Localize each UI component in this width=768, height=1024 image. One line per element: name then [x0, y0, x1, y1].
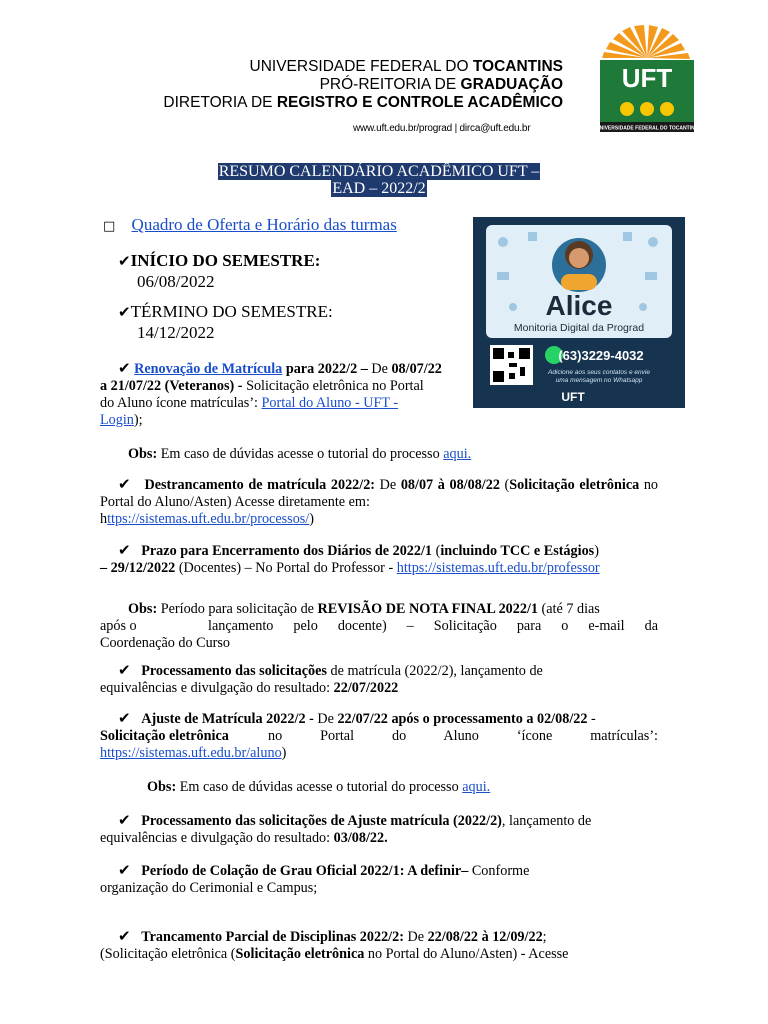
logo-caption: UNIVERSIDADE FEDERAL DO TOCANTINS	[595, 125, 699, 132]
header-line-3	[163, 93, 563, 112]
banner-graphic	[473, 217, 685, 408]
destrancamento-desc: no Portal do Aluno/Asten) Acesse diretamente em:	[100, 477, 659, 510]
destrancamento-dates: 08/07 à 08/08/22	[400, 477, 500, 493]
renovacao-close: );	[133, 412, 143, 428]
destrancamento-close: )	[309, 511, 314, 527]
check-icon: ✔	[118, 361, 131, 377]
obs-3-text: Em caso de dúvidas acesse o tutorial do processo	[176, 779, 463, 795]
colacao-item	[100, 863, 658, 897]
banner-name: Alice	[545, 290, 613, 321]
obs-2-label: Obs:	[128, 601, 158, 617]
trancamento-item	[100, 929, 658, 963]
semester-start	[118, 251, 320, 292]
processamento-ajuste-title: Processamento das solicitações de Ajuste matrícula (2022/2)	[141, 813, 502, 829]
processamento-desc-2: equivalências e divulgação do resultado:	[100, 680, 334, 696]
obs-2-t5: Coordenação do Curso	[100, 635, 231, 651]
header-university: UNIVERSIDADE FEDERAL DO	[249, 58, 473, 75]
destrancamento-title: Destrancamento de matrícula 2022/2:	[144, 477, 376, 493]
check-icon: ✔	[118, 305, 131, 321]
destrancamento-de: De	[375, 477, 401, 493]
uft-logo	[594, 24, 700, 134]
ajuste-desc: no Portal do Aluno ‘ícone matrículas’:	[268, 728, 658, 744]
header-links[interactable]: www.uft.edu.br/prograd | dirca@uft.edu.br	[353, 123, 531, 134]
portal-aluno-login-link[interactable]: Login	[100, 412, 134, 428]
obs-3-link[interactable]: aqui.	[462, 779, 491, 795]
prazo-desc: (Docentes) – No Portal do Professor -	[175, 560, 397, 576]
title-line-1: RESUMO CALENDÁRIO ACADÊMICO UFT –	[218, 163, 540, 180]
destrancamento-paren: (	[499, 477, 510, 493]
header-diretoria-bold: REGISTRO E CONTROLE ACADÊMICO	[276, 94, 563, 111]
obs-2-t4: lançamento pelo docente) – Solicitação para o e-mail da	[208, 618, 658, 634]
ajuste-dash: -	[587, 711, 596, 727]
check-icon: ✔	[118, 929, 131, 945]
offer-link[interactable]: Quadro de Oferta e Horário das turmas	[131, 215, 397, 234]
renovacao-period: para 2022/2 –	[282, 361, 372, 377]
offer-row	[103, 216, 397, 235]
obs-1	[128, 446, 471, 463]
banner-note-1: Adicione aos seus contatos e envie	[548, 369, 650, 376]
processamento-item	[100, 663, 658, 697]
header-proreitoria-bold: GRADUAÇÃO	[460, 76, 563, 93]
processamento-ajuste-item	[100, 813, 658, 847]
header-proreitoria: PRÓ-REITORIA DE	[319, 76, 461, 93]
processamento-ajuste-desc-2: equivalências e divulgação do resultado:	[100, 830, 334, 846]
header-line-2	[320, 75, 563, 94]
ajuste-title: Ajuste de Matrícula 2022/2 -	[141, 711, 314, 727]
ajuste-solicitacao: Solicitação eletrônica	[100, 728, 229, 744]
check-icon: ✔	[118, 543, 131, 559]
semester-end	[118, 302, 333, 343]
prazo-tcc: incluindo TCC e Estágios	[440, 543, 595, 559]
semester-end-colon: :	[327, 302, 333, 321]
obs-2-t3: após o	[100, 618, 137, 634]
processamento-ajuste-desc: , lançamento de	[501, 813, 592, 829]
colacao-desc-2: organização do Cerimonial e Campus;	[100, 880, 318, 896]
obs-2-revisao: REVISÃO DE NOTA FINAL 2022/1	[317, 601, 538, 617]
check-icon: ✔	[118, 477, 131, 493]
renovacao-start: 08/07/22	[391, 361, 442, 377]
check-icon: ✔	[118, 863, 131, 879]
prazo-item	[100, 543, 658, 577]
ajuste-item	[100, 711, 658, 762]
check-icon: ✔	[118, 254, 131, 270]
destrancamento-eletronica: eletrônica	[579, 477, 640, 493]
trancamento-desc-2: no Portal do Aluno/Asten) - Acesse	[364, 946, 569, 962]
ajuste-close: )	[281, 745, 287, 761]
trancamento-dates: 22/08/22 à 12/09/22	[427, 929, 543, 945]
sun-rays-icon	[602, 25, 690, 59]
checkbox-bullet-icon: □	[103, 219, 116, 234]
semester-end-label: TÉRMINO DO SEMESTRE	[130, 302, 328, 321]
professor-link[interactable]: https://sistemas.uft.edu.br/professor	[396, 560, 600, 576]
header-university-bold: TOCANTINS	[472, 58, 563, 75]
ajuste-dates: 22/07/22 após o processamento a 02/08/22	[337, 711, 588, 727]
obs-2-t2: (até 7 dias	[537, 601, 600, 617]
semester-start-date: 06/08/2022	[137, 272, 215, 291]
processamento-date: 22/07/2022	[333, 680, 399, 696]
trancamento-semicolon: ;	[542, 929, 547, 945]
header-line-1	[250, 57, 564, 76]
obs-1-text: Em caso de dúvidas acesse o tutorial do processo	[157, 446, 444, 462]
alice-banner[interactable]	[473, 217, 685, 408]
processamento-ajuste-date: 03/08/22.	[333, 830, 388, 846]
logo-text: UFT	[621, 63, 673, 93]
obs-1-label: Obs:	[128, 446, 158, 462]
renovacao-link[interactable]: Renovação de Matrícula	[134, 361, 283, 377]
banner-subtitle: Monitoria Digital da Prograd	[513, 322, 645, 334]
obs-1-link[interactable]: aqui.	[443, 446, 472, 462]
prazo-paren: (	[432, 543, 441, 559]
trancamento-solicitacao: Solicitação eletrônica	[235, 946, 365, 962]
processamento-desc: de matrícula (2022/2), lançamento de	[326, 663, 543, 679]
obs-3-label: Obs:	[147, 779, 177, 795]
avatar	[552, 238, 606, 292]
semester-start-label: INÍCIO DO SEMESTRE:	[130, 251, 321, 270]
semester-end-date: 14/12/2022	[137, 323, 215, 342]
trancamento-de: De	[403, 929, 428, 945]
prazo-title: Prazo para Encerramento dos Diários de 2022/1	[141, 543, 433, 559]
colacao-desc: Conforme	[468, 863, 530, 879]
check-icon: ✔	[118, 663, 131, 679]
renovacao-item	[100, 361, 473, 429]
title-line-2: EAD – 2022/2	[332, 180, 426, 197]
destrancamento-h: h	[100, 511, 108, 527]
trancamento-title: Trancamento Parcial de Disciplinas 2022/2:	[141, 929, 404, 945]
destrancamento-item	[100, 477, 658, 528]
aluno-link[interactable]: https://sistemas.uft.edu.br/aluno	[100, 745, 282, 761]
check-icon: ✔	[118, 813, 131, 829]
obs-2	[100, 601, 658, 652]
renovacao-desc-2: do Aluno ícone matrículas’:	[100, 395, 262, 411]
renovacao-de: De	[371, 361, 392, 377]
colacao-title: Período de Colação de Grau Oficial 2022/1: A definir–	[141, 863, 469, 879]
obs-3	[147, 779, 490, 796]
stars-icon	[620, 102, 674, 116]
renovacao-end: a 21/07/22 (Veteranos) -	[100, 378, 247, 394]
trancamento-desc: (Solicitação eletrônica (	[100, 946, 236, 962]
renovacao-desc: Solicitação eletrônica no Portal	[246, 378, 424, 394]
check-icon: ✔	[118, 711, 131, 727]
ajuste-de: De	[313, 711, 338, 727]
obs-2-t1: Período para solicitação de	[157, 601, 318, 617]
header-diretoria: DIRETORIA DE	[163, 94, 277, 111]
document-title	[188, 163, 570, 197]
portal-aluno-link[interactable]: Portal do Aluno - UFT -	[261, 395, 399, 411]
banner-note-2: uma mensagem no Whatsapp	[555, 377, 643, 384]
banner-brand: UFT	[561, 390, 585, 404]
destrancamento-solicitacao: Solicitação	[509, 477, 575, 493]
processos-link[interactable]: ttps://sistemas.uft.edu.br/processos/	[107, 511, 310, 527]
banner-phone: (63)3229-4032	[558, 348, 644, 363]
processamento-title: Processamento das solicitações	[141, 663, 327, 679]
prazo-date: – 29/12/2022	[100, 560, 176, 576]
prazo-paren-close: )	[594, 543, 599, 559]
